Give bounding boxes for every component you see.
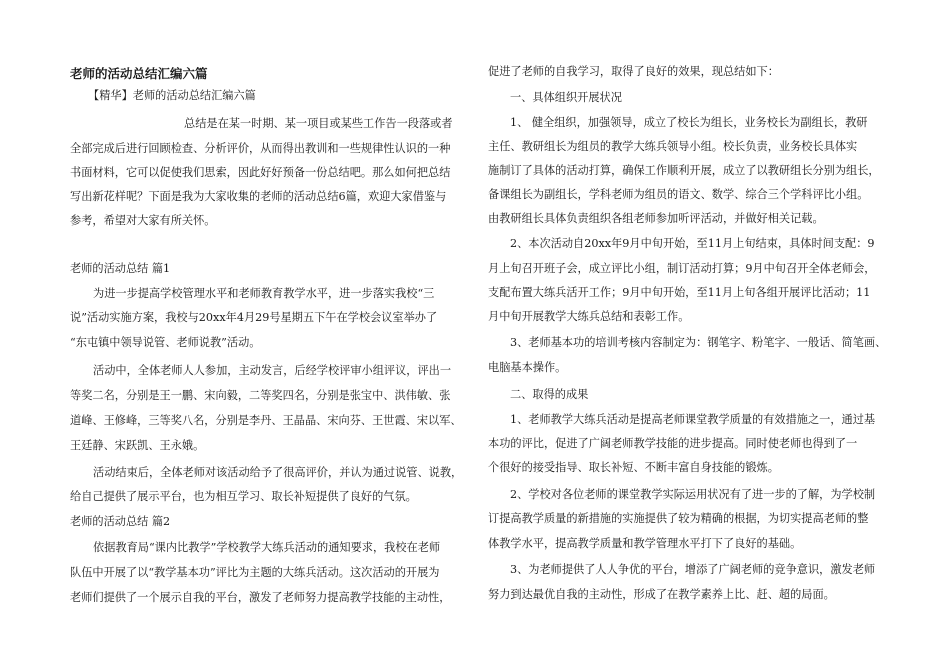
paragraph-line: 队伍中开展了以“教学基本功”评比为主题的大练兵活动。这次活动的开展为 xyxy=(70,566,440,579)
paragraph-line: 一、具体组织开展状况 xyxy=(510,91,622,104)
paragraph-line: 依据教育局“课内比教学”学校教学大练兵活动的通知要求，我校在老师 xyxy=(93,541,441,554)
paragraph-line: 备课组长为副组长，学科老师为组员的语文、数学、综合三个学科评比小组。 xyxy=(488,188,869,201)
paragraph-line: 2、本次活动自20xx年9月中旬开始，至11月上旬结束，具体时间支配：9 xyxy=(510,237,875,250)
paragraph-line: 努力到达最优自我的主动性，形成了在教学素养上比、赶、超的局面。 xyxy=(488,588,835,601)
paragraph-line: 电脑基本操作。 xyxy=(488,361,567,374)
document-title: 老师的活动总结汇编六篇 xyxy=(70,66,208,81)
paragraph-line: 施制订了具体的活动打算，确保工作顺利开展，成立了以教研组长分别为组长， xyxy=(488,164,880,177)
paragraph-line: 王廷静、宋跃凯、王永娥。 xyxy=(70,439,205,452)
paragraph-line: 活动结束后，全体老师对该活动给予了很高评价，并认为通过说管、说教， xyxy=(93,466,463,479)
paragraph-line: 个很好的接受指导、取长补短、不断丰富自身技能的锻炼。 xyxy=(488,461,779,474)
paragraph-line: 老师们提供了一个展示自我的平台，激发了老师努力提高教学技能的主动性， xyxy=(70,591,451,604)
paragraph-line: 全部完成后进行回顾检查、分析评价，从而得出教训和一些规律性认识的一种 xyxy=(70,142,451,155)
paragraph-line: 二、取得的成果 xyxy=(510,388,589,401)
paragraph-line: 【精华】老师的活动总结汇编六篇 xyxy=(88,89,256,102)
paragraph-line: 为进一步提高学校管理水平和老师教育教学水平，进一步落实我校“三 xyxy=(93,287,435,300)
paragraph-line: “东屯镇中领导说管、老师说教”活动。 xyxy=(70,336,261,349)
paragraph-line: 等奖二名，分别是王一鹏、宋向毅，二等奖四名，分别是张宝中、洪伟敏、张 xyxy=(70,389,451,402)
paragraph-line: 促进了老师的自我学习，取得了良好的效果，现总结如下： xyxy=(488,65,779,78)
paragraph-line: 主任、教研组长为组员的教学大练兵领导小组。校长负责，业务校长具体实 xyxy=(488,140,858,153)
paragraph-line: 月中旬开展教学大练兵总结和表彰工作。 xyxy=(488,310,690,323)
paragraph-line: 1、老师教学大练兵活动是提高老师课堂教学质量的有效措施之一，通过基 xyxy=(510,413,876,426)
paragraph-line: 1、 健全组织，加强领导，成立了校长为组长，业务校长为副组长，教研 xyxy=(510,116,868,129)
paragraph-line: 老师的活动总结 篇1 xyxy=(70,262,171,275)
paragraph-line: 订提高教学质量的新措施的实施提供了较为精确的根据，为切实提高老师的整 xyxy=(488,512,869,525)
paragraph-line: 体教学水平，提高教学质量和教学管理水平打下了良好的基础。 xyxy=(488,537,802,550)
paragraph-line: 书面材料，它可以促使我们思索，因此好好预备一份总结吧。那么如何把总结 xyxy=(70,166,451,179)
paragraph-line: 本功的评比，促进了广阔老师教学技能的进步提高。同时使老师也得到了一 xyxy=(488,437,858,450)
paragraph-line: 老师的活动总结 篇2 xyxy=(70,515,171,528)
paragraph-line: 由教研组长具体负责组织各组老师参加听评活动，并做好相关记载。 xyxy=(488,212,824,225)
paragraph-line: 道峰、王修峰，三等奖八名，分别是李丹、王晶晶、宋向芬、王世霞、宋以军、 xyxy=(70,414,462,427)
paragraph-line: 参考，希望对大家有所关怀。 xyxy=(70,214,216,227)
paragraph-line: 总结是在某一时期、某一项目或某些工作告一段落或者 xyxy=(184,117,453,130)
paragraph-line: 给自己提供了展示平台，也为相互学习、取长补短提供了良好的气氛。 xyxy=(70,490,417,503)
paragraph-line: 月上旬召开班子会，成立评比小组，制订活动打算；9月中旬召开全体老师会， xyxy=(488,262,876,275)
paragraph-line: 支配布置大练兵活开工作；9月中旬开始，至11月上旬各组开展评比活动；11 xyxy=(488,286,871,299)
paragraph-line: 写出新花样呢？下面是我为大家收集的老师的活动总结6篇，欢迎大家借鉴与 xyxy=(70,190,447,203)
paragraph-line: 3、为老师提供了人人争优的平台，增添了广阔老师的竞争意识，激发老师 xyxy=(510,563,876,576)
paragraph-line: 3、老师基本功的培训考核内容制定为：钢笔字、粉笔字、一般话、简笔画、 xyxy=(510,336,887,349)
paragraph-line: 说”活动实施方案，我校与20xx年4月29号星期五下午在学校会议室举办了 xyxy=(70,311,438,324)
paragraph-line: 2、学校对各位老师的课堂教学实际运用状况有了进一步的了解，为学校制 xyxy=(510,488,876,501)
paragraph-line: 活动中，全体老师人人参加，主动发言，后经学校评审小组评议，评出一 xyxy=(93,364,452,377)
